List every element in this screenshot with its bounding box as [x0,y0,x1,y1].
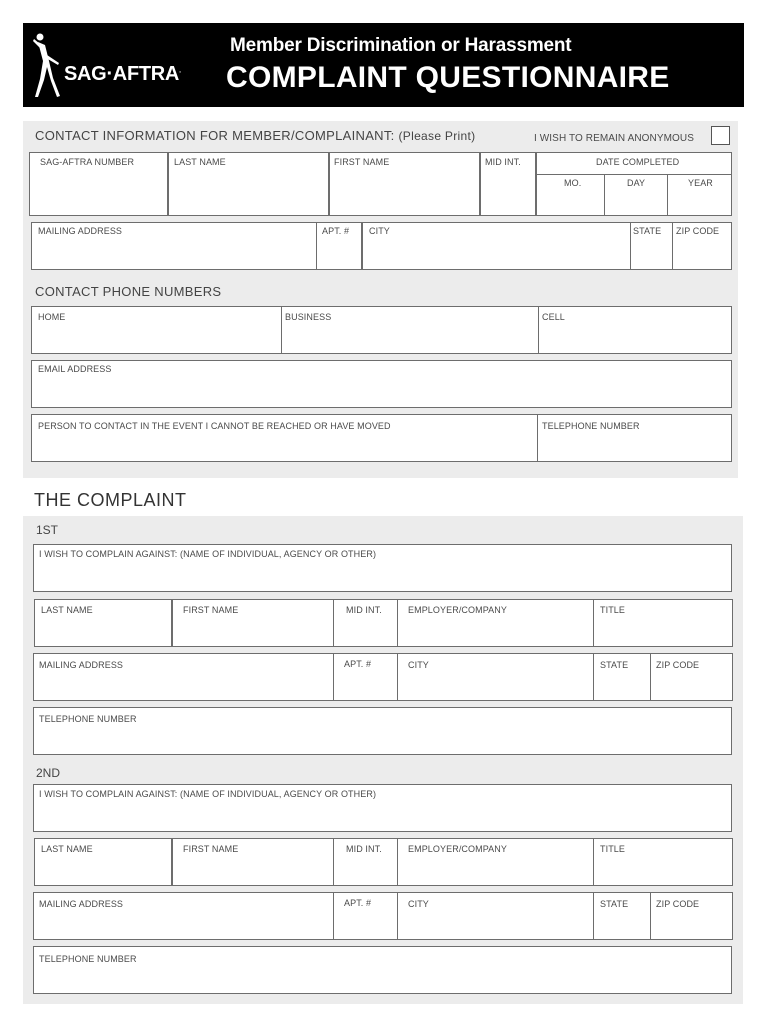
zip-label: ZIP CODE [676,226,720,236]
respondent1-name-label: I WISH TO COMPLAIN AGAINST: (NAME OF INDIVIDUAL, AGENCY OR OTHER) [39,549,377,559]
respondent2-name-label: I WISH TO COMPLAIN AGAINST: (NAME OF INDIVIDUAL, AGENCY OR OTHER) [39,789,377,799]
respondent1-telephone-label: TELEPHONE NUMBER [39,714,137,724]
cell-phone-field[interactable] [538,306,732,354]
day-label: DAY [627,178,646,188]
city-field[interactable] [362,222,631,270]
respondent2-employer-label: EMPLOYER/COMPANY [408,844,507,854]
header-banner [23,23,744,107]
city-label: CITY [369,226,390,236]
respondent2-address-label: MAILING ADDRESS [39,899,124,909]
date-completed-label: DATE COMPLETED [596,157,680,167]
respondent1-title-label: TITLE [600,605,626,615]
respondent2-first-name-label: FIRST NAME [183,844,239,854]
business-phone-label: BUSINESS [285,312,332,322]
emergency-contact-label: PERSON TO CONTACT IN THE EVENT I CANNOT BE REACHED OR HAVE MOVED [38,421,391,431]
respondent2-apt-label: APT. # [344,898,372,908]
respondent1-first-name-label: FIRST NAME [183,605,239,615]
emergency-telephone-label: TELEPHONE NUMBER [542,421,640,431]
contact-heading: CONTACT INFORMATION FOR MEMBER/COMPLAINANT: (Please Print) [35,128,476,143]
email-label: EMAIL ADDRESS [38,364,112,374]
respondent2-zip-label: ZIP CODE [656,899,700,909]
mailing-address-label: MAILING ADDRESS [38,226,123,236]
respondent1-state-label: STATE [600,660,629,670]
respondent1-telephone-field[interactable] [33,707,732,755]
anonymous-checkbox[interactable] [711,126,730,145]
anonymous-label: I WISH TO REMAIN ANONYMOUS [534,133,695,144]
state-label: STATE [633,226,662,236]
respondent1-zip-label: ZIP CODE [656,660,700,670]
mid-int-label: MID INT. [485,157,521,167]
month-label: MO. [564,178,582,188]
respondent2-last-name-label: LAST NAME [41,844,93,854]
cell-phone-label: CELL [542,312,565,322]
respondent2-city-label: CITY [408,899,429,909]
respondent2-mid-int-label: MID INT. [346,844,382,854]
first-name-label: FIRST NAME [334,157,390,167]
last-name-label: LAST NAME [174,157,226,167]
complaint-heading: THE COMPLAINT [34,490,187,510]
respondent1-city-label: CITY [408,660,429,670]
home-phone-label: HOME [38,312,66,322]
email-field[interactable] [31,360,732,408]
respondent1-mid-int-label: MID INT. [346,605,382,615]
sag-aftra-logo-figure-icon [31,31,63,101]
form-title: COMPLAINT QUESTIONNAIRE [226,61,670,94]
sag-number-label: SAG-AFTRA NUMBER [40,157,135,167]
respondent2-title-label: TITLE [600,844,626,854]
apt-label: APT. # [322,226,350,236]
second-respondent-label: 2ND [36,766,61,780]
first-respondent-label: 1ST [36,523,59,537]
respondent2-state-label: STATE [600,899,629,909]
respondent1-address-label: MAILING ADDRESS [39,660,124,670]
respondent1-apt-label: APT. # [344,659,372,669]
home-phone-field[interactable] [31,306,282,354]
respondent2-telephone-label: TELEPHONE NUMBER [39,954,137,964]
brand-logo: SAG·AFTRA. [64,63,181,85]
respondent1-employer-label: EMPLOYER/COMPANY [408,605,507,615]
respondent2-telephone-field[interactable] [33,946,732,994]
respondent1-last-name-label: LAST NAME [41,605,93,615]
form-subtitle: Member Discrimination or Harassment [230,35,572,56]
phones-heading: CONTACT PHONE NUMBERS [35,284,222,299]
year-label: YEAR [688,178,713,188]
